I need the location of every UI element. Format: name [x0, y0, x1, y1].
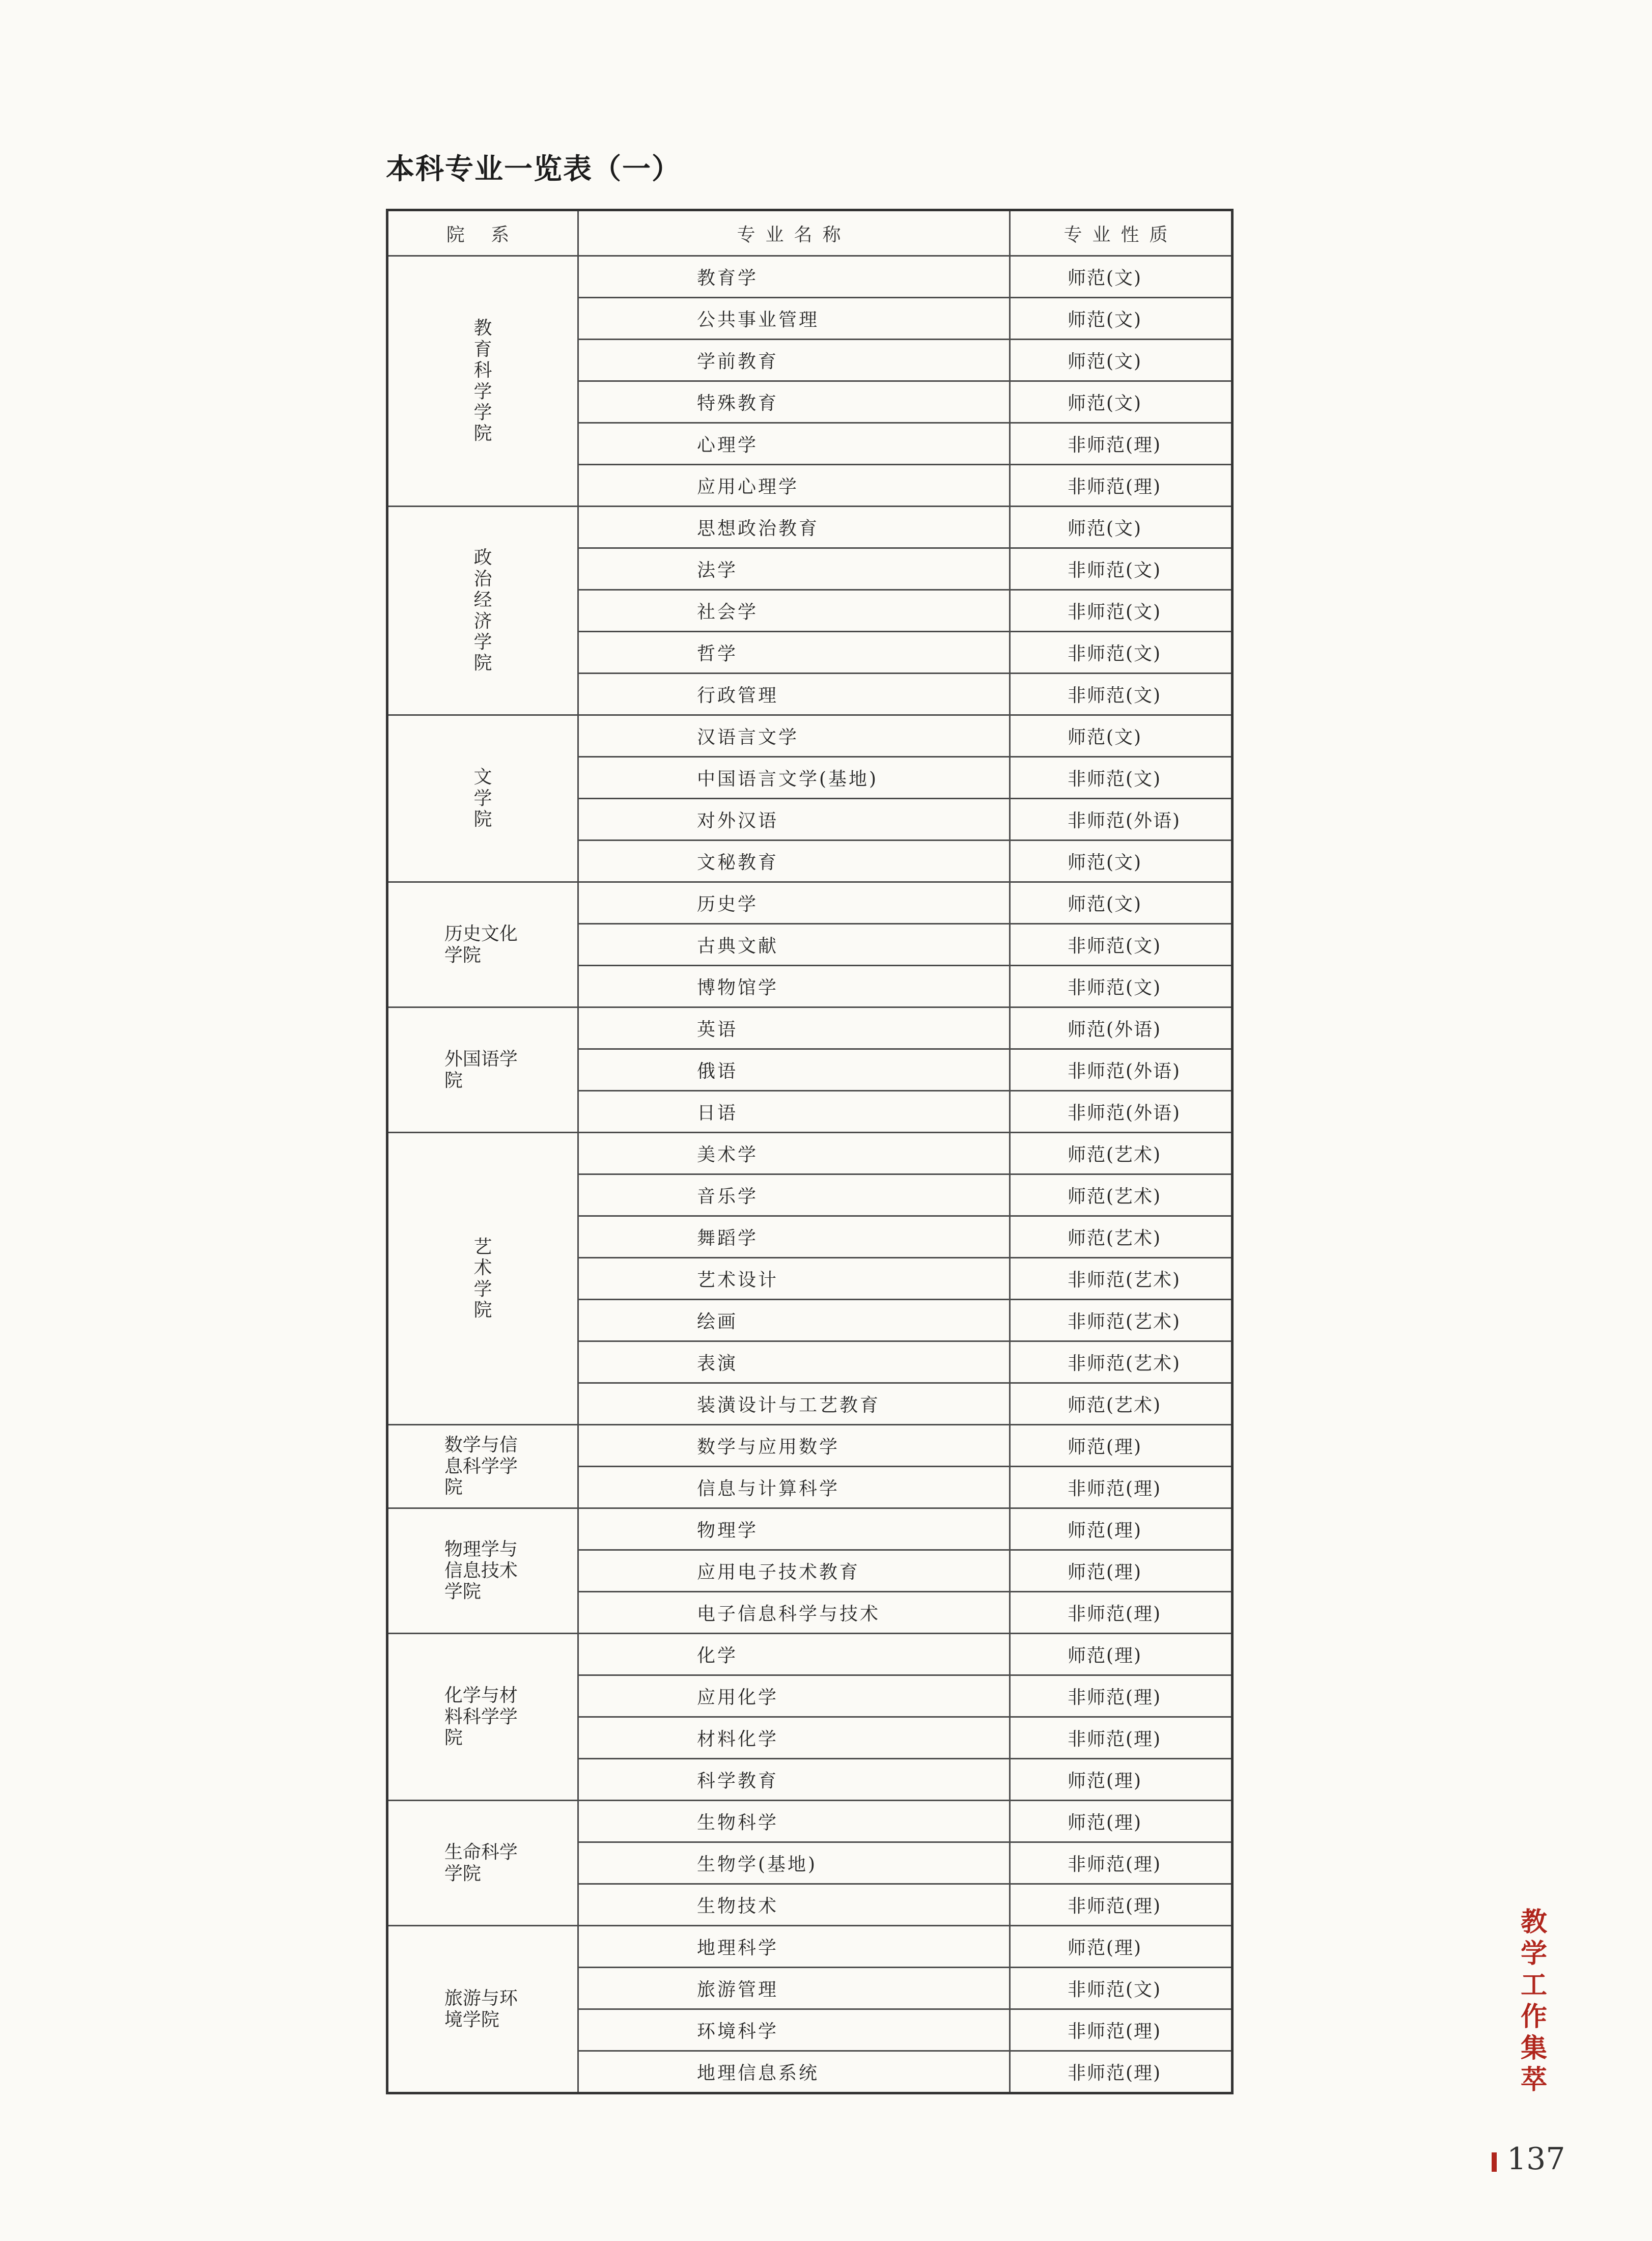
major-nature: 非师范(文) — [1010, 757, 1233, 799]
major-name: 学前教育 — [578, 340, 1010, 381]
major-name: 英语 — [578, 1007, 1010, 1049]
dept-name: 艺术学院 — [473, 1236, 492, 1321]
major-nature: 非师范(理) — [1010, 1467, 1233, 1508]
major-name: 物理学 — [578, 1508, 1010, 1550]
major-name: 绘画 — [578, 1300, 1010, 1341]
major-name: 应用心理学 — [578, 465, 1010, 507]
major-nature: 非师范(理) — [1010, 2009, 1233, 2051]
major-name: 地理信息系统 — [578, 2051, 1010, 2093]
major-name: 旅游管理 — [578, 1968, 1010, 2009]
major-name: 数学与应用数学 — [578, 1425, 1010, 1467]
dept-name: 生命科学学院 — [444, 1842, 518, 1884]
major-name: 音乐学 — [578, 1174, 1010, 1216]
major-nature: 师范(文) — [1010, 256, 1233, 298]
dept-cell — [387, 1508, 578, 1634]
header-major: 专业名称 — [578, 210, 1010, 256]
major-name: 历史学 — [578, 882, 1010, 924]
major-name: 地理科学 — [578, 1926, 1010, 1968]
major-nature: 师范(理) — [1010, 1634, 1233, 1675]
major-name: 装潢设计与工艺教育 — [578, 1383, 1010, 1425]
major-nature: 非师范(文) — [1010, 966, 1233, 1007]
major-nature: 师范(文) — [1010, 841, 1233, 882]
major-nature: 师范(文) — [1010, 298, 1233, 340]
major-nature: 非师范(文) — [1010, 674, 1233, 715]
dept-cell — [387, 715, 578, 882]
side-title: 教学工作集萃 — [1520, 1907, 1547, 2095]
major-name: 应用电子技术教育 — [578, 1550, 1010, 1592]
major-name: 科学教育 — [578, 1759, 1010, 1801]
major-nature: 非师范(理) — [1010, 1717, 1233, 1759]
major-nature: 师范(外语) — [1010, 1007, 1233, 1049]
major-name: 生物科学 — [578, 1801, 1010, 1842]
major-nature: 非师范(文) — [1010, 924, 1233, 966]
major-name: 教育学 — [578, 256, 1010, 298]
major-name: 心理学 — [578, 423, 1010, 465]
dept-cell — [387, 882, 578, 1007]
major-name: 生物学(基地) — [578, 1842, 1010, 1884]
major-name: 舞蹈学 — [578, 1216, 1010, 1258]
major-nature: 师范(理) — [1010, 1550, 1233, 1592]
major-nature: 师范(文) — [1010, 507, 1233, 548]
table-row — [387, 1425, 1233, 1467]
major-name: 表演 — [578, 1341, 1010, 1383]
table-row — [387, 1634, 1233, 1675]
major-name: 特殊教育 — [578, 381, 1010, 423]
header-dept: 院 系 — [387, 210, 578, 256]
dept-name: 教育科学学院 — [473, 318, 492, 444]
table-row — [387, 1926, 1233, 1968]
major-nature: 非师范(文) — [1010, 590, 1233, 632]
major-nature: 师范(艺术) — [1010, 1174, 1233, 1216]
major-nature: 非师范(外语) — [1010, 1091, 1233, 1133]
major-name: 行政管理 — [578, 674, 1010, 715]
dept-name: 数学与信息科学学院 — [444, 1435, 518, 1498]
major-name: 电子信息科学与技术 — [578, 1592, 1010, 1634]
major-nature: 师范(文) — [1010, 715, 1233, 757]
table-row — [387, 1007, 1233, 1049]
page-number-marker — [1492, 2152, 1497, 2172]
major-nature: 师范(文) — [1010, 340, 1233, 381]
major-nature: 师范(文) — [1010, 882, 1233, 924]
major-nature: 非师范(艺术) — [1010, 1341, 1233, 1383]
major-table — [386, 209, 1234, 2094]
major-nature: 师范(艺术) — [1010, 1383, 1233, 1425]
major-nature: 非师范(文) — [1010, 1968, 1233, 2009]
dept-cell — [387, 507, 578, 715]
major-name: 中国语言文学(基地) — [578, 757, 1010, 799]
major-name: 材料化学 — [578, 1717, 1010, 1759]
major-name: 文秘教育 — [578, 841, 1010, 882]
major-nature: 师范(文) — [1010, 381, 1233, 423]
table-row — [387, 256, 1233, 298]
major-name: 公共事业管理 — [578, 298, 1010, 340]
table-row — [387, 1133, 1233, 1174]
dept-cell — [387, 256, 578, 507]
major-nature: 非师范(理) — [1010, 2051, 1233, 2093]
major-name: 哲学 — [578, 632, 1010, 674]
major-name: 对外汉语 — [578, 799, 1010, 841]
dept-cell — [387, 1926, 578, 2093]
major-nature: 非师范(理) — [1010, 1675, 1233, 1717]
dept-cell — [387, 1133, 578, 1425]
page-number: 137 — [1507, 2141, 1565, 2177]
major-name: 生物技术 — [578, 1884, 1010, 1926]
major-nature: 师范(理) — [1010, 1801, 1233, 1842]
dept-cell — [387, 1801, 578, 1926]
major-nature: 师范(理) — [1010, 1926, 1233, 1968]
major-nature: 师范(理) — [1010, 1759, 1233, 1801]
major-nature: 非师范(理) — [1010, 465, 1233, 507]
table-header-row — [387, 210, 1233, 256]
dept-name: 文学院 — [473, 767, 492, 830]
dept-name: 外国语学院 — [444, 1049, 518, 1091]
major-name: 信息与计算科学 — [578, 1467, 1010, 1508]
major-nature: 非师范(理) — [1010, 1592, 1233, 1634]
dept-name: 历史文化学院 — [444, 923, 518, 966]
dept-name: 旅游与环境学院 — [444, 1988, 518, 2030]
major-name: 汉语言文学 — [578, 715, 1010, 757]
table-row — [387, 882, 1233, 924]
dept-name: 物理学与信息技术学院 — [444, 1539, 518, 1603]
major-name: 俄语 — [578, 1049, 1010, 1091]
major-nature: 非师范(理) — [1010, 1842, 1233, 1884]
dept-name: 化学与材料科学学院 — [444, 1685, 518, 1749]
dept-cell — [387, 1425, 578, 1508]
major-nature: 非师范(外语) — [1010, 1049, 1233, 1091]
table-row — [387, 507, 1233, 548]
dept-cell — [387, 1634, 578, 1801]
major-nature: 师范(理) — [1010, 1508, 1233, 1550]
table-row — [387, 715, 1233, 757]
table-row — [387, 1801, 1233, 1842]
major-name: 环境科学 — [578, 2009, 1010, 2051]
major-nature: 非师范(理) — [1010, 1884, 1233, 1926]
major-name: 博物馆学 — [578, 966, 1010, 1007]
major-nature: 非师范(艺术) — [1010, 1300, 1233, 1341]
major-nature: 非师范(艺术) — [1010, 1258, 1233, 1300]
major-name: 社会学 — [578, 590, 1010, 632]
major-nature: 师范(艺术) — [1010, 1216, 1233, 1258]
major-nature: 师范(艺术) — [1010, 1133, 1233, 1174]
major-nature: 非师范(理) — [1010, 423, 1233, 465]
page-title: 本科专业一览表（一） — [386, 152, 681, 186]
major-name: 古典文献 — [578, 924, 1010, 966]
dept-name: 政治经济学院 — [473, 547, 492, 674]
dept-cell — [387, 1007, 578, 1133]
major-name: 化学 — [578, 1634, 1010, 1675]
major-name: 日语 — [578, 1091, 1010, 1133]
table-body — [387, 256, 1233, 2093]
major-nature: 非师范(文) — [1010, 632, 1233, 674]
major-name: 法学 — [578, 548, 1010, 590]
major-nature: 非师范(文) — [1010, 548, 1233, 590]
major-name: 思想政治教育 — [578, 507, 1010, 548]
major-name: 美术学 — [578, 1133, 1010, 1174]
major-nature: 非师范(外语) — [1010, 799, 1233, 841]
major-name: 应用化学 — [578, 1675, 1010, 1717]
table-row — [387, 1508, 1233, 1550]
major-name: 艺术设计 — [578, 1258, 1010, 1300]
major-nature: 师范(理) — [1010, 1425, 1233, 1467]
header-nature: 专业性质 — [1010, 210, 1233, 256]
